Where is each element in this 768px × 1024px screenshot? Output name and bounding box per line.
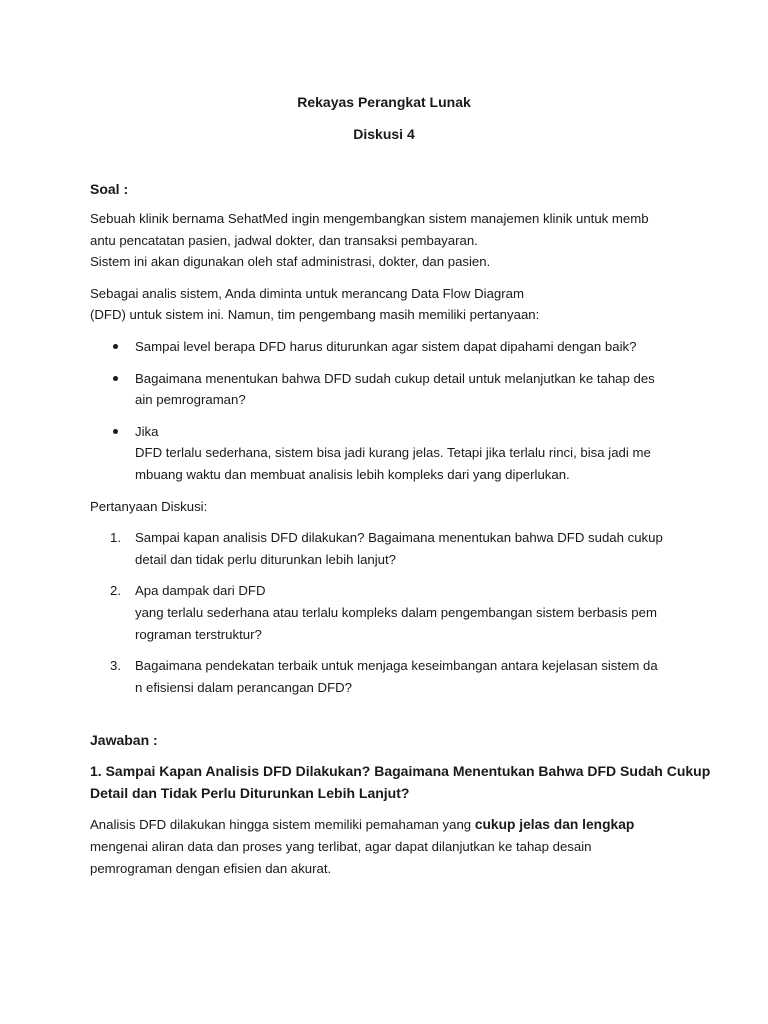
text-line: Bagaimana pendekatan terbaik untuk menjaga keseimbangan antara kejelasan sistem da xyxy=(135,658,658,674)
text-line: antu pencatatan pasien, jadwal dokter, dan transaksi pembayaran. xyxy=(90,232,478,248)
jawaban-heading: Jawaban : xyxy=(90,732,158,749)
text-line: Sebagai analis sistem, Anda diminta untuk merancang Data Flow Diagram xyxy=(90,285,524,301)
question-bullet-list xyxy=(90,336,690,486)
answer-text: Analisis DFD dilakukan hingga sistem memiliki pemahaman yang xyxy=(90,817,475,833)
diskusi-label: Pertanyaan Diskusi: xyxy=(90,498,208,514)
text-line: n efisiensi dalam perancangan DFD? xyxy=(135,679,352,695)
text-line: Sebuah klinik bernama SehatMed ingin mengembangkan sistem manajemen klinik untuk memb xyxy=(90,211,649,226)
text-line: Detail dan Tidak Perlu Diturunkan Lebih Lanjut? xyxy=(90,784,410,801)
item-number: 1. xyxy=(110,530,121,546)
answer-emphasis: cukup jelas dan lengkap xyxy=(474,817,635,833)
bullet-icon xyxy=(113,344,118,349)
text-line: Jika xyxy=(135,423,159,439)
bullet-item xyxy=(90,368,690,411)
document-subtitle: Diskusi 4 xyxy=(353,126,415,142)
text-line: rograman terstruktur? xyxy=(135,626,262,642)
text-line: DFD terlalu sederhana, sistem bisa jadi kurang jelas. Tetapi jika terlalu rinci, bisa jadi me xyxy=(135,445,651,461)
bullet-item xyxy=(90,421,690,486)
numbered-item xyxy=(90,580,690,645)
soal-paragraph-2 xyxy=(90,283,690,326)
text-line: detail dan tidak perlu diturunkan lebih lanjut? xyxy=(135,551,397,567)
text-line xyxy=(90,814,690,836)
text-line: Sampai level berapa DFD harus diturunkan agar sistem dapat dipahami dengan baik? xyxy=(135,338,637,354)
text-line: 1. Sampai Kapan Analisis DFD Dilakukan? Bagaimana Menentukan Bahwa DFD Sudah Cukup xyxy=(90,763,711,780)
text-line: Apa dampak dari DFD xyxy=(135,583,266,599)
text-line: Sampai kapan analisis DFD dilakukan? Bagaimana menentukan bahwa DFD sudah cukup xyxy=(135,530,663,546)
numbered-item xyxy=(90,527,690,570)
soal-heading: Soal : xyxy=(90,181,129,197)
answer-paragraph xyxy=(90,814,690,879)
discussion-question-list xyxy=(90,527,690,698)
item-number: 2. xyxy=(110,583,121,599)
text-line: ain pemrograman? xyxy=(135,392,246,408)
item-number: 3. xyxy=(110,658,121,674)
bullet-item xyxy=(90,336,690,358)
answer-question-title xyxy=(90,761,711,804)
text-line: pemrograman dengan efisien dan akurat. xyxy=(90,860,332,876)
text-line: mengenai aliran data dan proses yang terlibat, agar dapat dilanjutkan ke tahap desain xyxy=(90,839,592,855)
text-line: (DFD) untuk sistem ini. Namun, tim pengembang masih memiliki pertanyaan: xyxy=(90,307,540,323)
text-line: mbuang waktu dan membuat analisis lebih kompleks dari yang diperlukan. xyxy=(135,466,570,482)
text-line: yang terlalu sederhana atau terlalu kompleks dalam pengembangan sistem berbasis pem xyxy=(135,604,657,620)
bullet-icon xyxy=(113,376,118,381)
numbered-item xyxy=(90,655,690,698)
document-title: Rekayas Perangkat Lunak xyxy=(297,94,471,110)
text-line: Bagaimana menentukan bahwa DFD sudah cukup detail untuk melanjutkan ke tahap des xyxy=(135,370,655,386)
bullet-icon xyxy=(113,429,118,434)
text-line: Sistem ini akan digunakan oleh staf administrasi, dokter, dan pasien. xyxy=(90,254,491,270)
soal-paragraph-1 xyxy=(90,208,690,273)
document-content xyxy=(90,92,711,889)
